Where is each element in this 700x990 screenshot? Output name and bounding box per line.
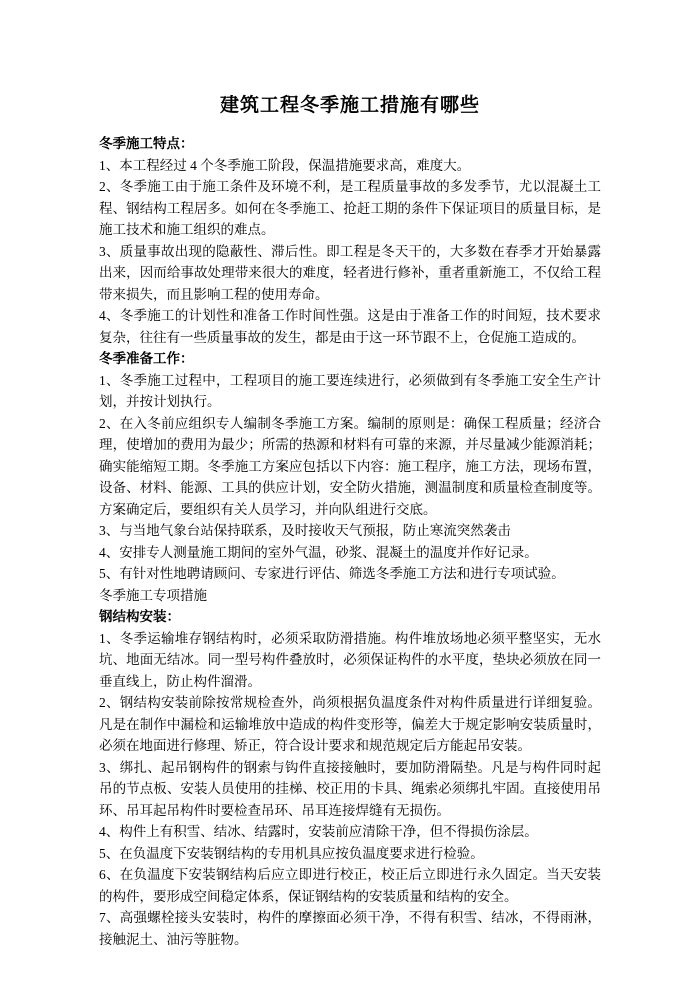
paragraph: 1、冬季施工过程中，工程项目的施工要连续进行，必须做到有冬季施工安全生产计划，并按计划执行。 (99, 372, 601, 409)
section-heading: 冬季施工专项措施 (99, 587, 207, 603)
section-winter-special-measures (99, 585, 601, 607)
paragraph: 2、在入冬前应组织专人编制冬季施工方案。编制的原则是：确保工程质量；经济合理，使增加的费用为最少；所需的热源和材料有可靠的来源，并尽量减少能源消耗；确实能缩短工期。冬季施工方案应包括以下内容：施工程序，施工方法，现场布置，设备、材料、能源、工具的供应计划，安全防火措施，测温制度和质量检查制度等。方案确定后，要组织有关人员学习，并向队组进行交底。 (99, 415, 601, 517)
section-heading: 冬季施工特点： (99, 136, 194, 151)
paragraph: 4、安排专人测量施工期间的室外气温，砂浆、混凝土的温度并作好记录。 (99, 544, 538, 560)
section-heading: 钢结构安装： (99, 609, 180, 624)
paragraph: 7、高强螺栓接头安装时，构件的摩擦面必须干净，不得有积雪、结冰，不得雨淋，接触泥土、油污等脏物。 (99, 910, 601, 947)
document-title: 建筑工程冬季施工措施有哪些 (219, 95, 480, 116)
paragraph: 3、绑扎、起吊钢构件的钢索与钩件直接接触时，要加防滑隔垫。凡是与构件同时起吊的节点板、安装人员使用的挂梯、校正用的卡具、绳索必须绑扎牢固。直接使用吊环、吊耳起吊构件时要检查吊环、吊耳连接焊缝有无损伤。 (99, 759, 601, 818)
paragraph: 4、冬季施工的计划性和准备工作时间性强。这是由于准备工作的时间短，技术要求复杂，往往有一些质量事故的发生，都是由于这一环节跟不上，仓促施工造成的。 (99, 308, 601, 345)
paragraph: 5、在负温度下安装钢结构的专用机具应按负温度要求进行检验。 (99, 845, 484, 861)
paragraph: 1、本工程经过 4 个冬季施工阶段，保温措施要求高，难度大。 (99, 157, 471, 173)
section-winter-construction-features (99, 133, 601, 348)
paragraph: 3、与当地气象台站保持联系，及时接收天气预报，防止寒流突然袭击 (99, 523, 511, 538)
paragraph: 3、质量事故出现的隐蔽性、滞后性。即工程是冬天干的，大多数在春季才开始暴露出来，因而给事故处理带来很大的难度，轻者进行修补，重者重新施工，不仅给工程带来损失，而且影响工程的使用寿命。 (99, 243, 601, 302)
paragraph: 5、有针对性地聘请顾问、专家进行评估、筛选冬季施工方法和进行专项试验。 (99, 566, 565, 581)
paragraph: 4、构件上有积雪、结冰、结露时，安装前应清除干净，但不得损伤涂层。 (99, 824, 538, 839)
section-steel-structure-installation (99, 606, 601, 950)
paragraph: 6、在负温度下安装钢结构后应立即进行校正，校正后立即进行永久固定。当天安装的构件，要形成空间稳定体系，保证钢结构的安装质量和结构的安全。 (99, 867, 601, 904)
paragraph: 2、冬季施工由于施工条件及环境不利，是工程质量事故的多发季节，尤以混凝土工程、钢结构工程居多。如何在冬季施工、抢赶工期的条件下保证项目的质量目标，是施工技术和施工组织的难点。 (99, 179, 601, 237)
paragraph: 1、冬季运输堆存钢结构时，必须采取防滑措施。构件堆放场地必须平整坚实，无水坑、地面无结冰。同一型号构件叠放时，必须保证构件的水平度，垫块必须放在同一垂直线上，防止构件溜滑。 (99, 630, 601, 689)
section-winter-preparation-work (99, 348, 601, 585)
paragraph: 2、钢结构安装前除按常规检查外，尚须根据负温度条件对构件质量进行详细复验。凡是在制作中漏检和运输堆放中造成的构件变形等，偏差大于规定影响安装质量时，必须在地面进行修理、矫正，符合设计要求和规范规定后方能起吊安装。 (99, 695, 601, 753)
section-heading: 冬季准备工作： (99, 351, 194, 366)
